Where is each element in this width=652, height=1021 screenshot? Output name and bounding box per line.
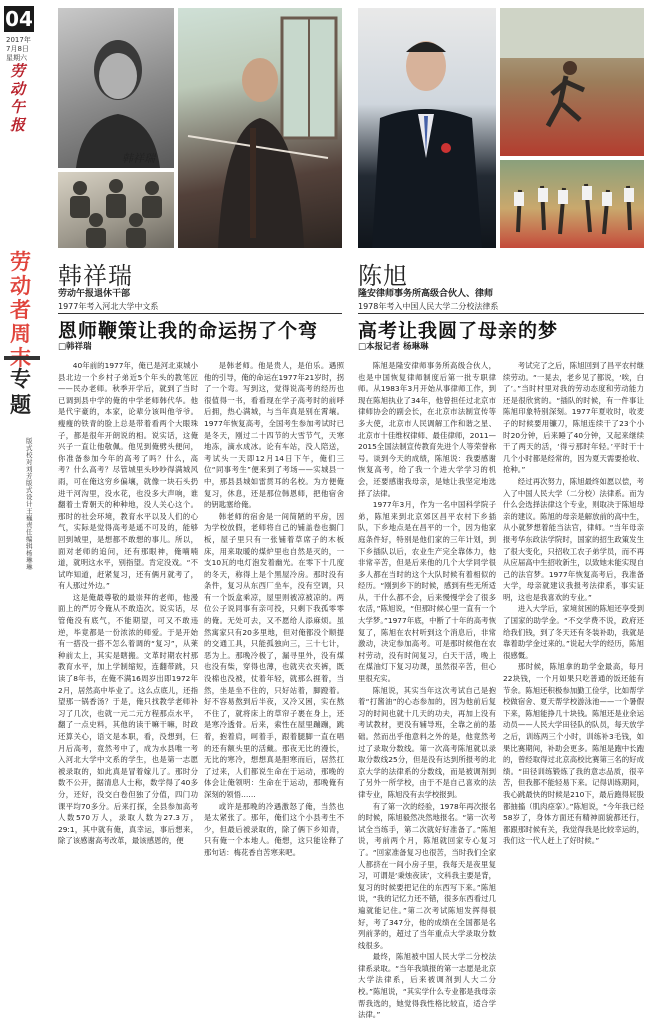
paragraph: 陈旭是隆安律师事务所高级合伙人，也是中国恢复律师制度后第一批专职律师。从1983年3月开始从事律师工作，到现在陈旭执业了34年，他曾担任过北京市律师协会的副会长，在北京市法制宣传等多大使，北京市人民调解工作和谐之星、北京市十佳维权律师、最佳律师，2011—2015全国法制宣传教育先进个人等荣誉称号。谈到今天的成绩，陈旭说：我要感谢恢复高考，给了我一个进大学学习的机会，还要感谢我母亲，是她让我坚定地选择了法律。 <box>358 361 496 498</box>
section-title-red: 劳动者周末 <box>10 250 31 370</box>
musician-figure-icon <box>178 8 342 248</box>
credit-name: 王巍 <box>26 507 33 522</box>
credit-label: 版式设计 <box>26 479 33 508</box>
group-photo <box>58 172 174 248</box>
article-column-2 <box>204 360 344 934</box>
portrait-figure-icon <box>58 8 174 168</box>
person-education: 1977年考入河北大学中文系 <box>58 302 159 311</box>
paragraph: 这是俺最尊敬的最崇拜的老师，他漫面上的严厉令俺从不敢造次。说实话，尽管俺没有底气，不能期望，可又不敢违逆，毕竟都是一份浓浓的师爱。于是开始有一搭没一搭不怎么着调的“复习”，从莱种前太上，其实是瞎搬。文革时期农村那教育水平，加上学制缩短，连翻带跳，只读了8年书，在俺不满16周岁出即1972年2月，居然高中毕业了。这么点底儿，还指望那一锅香汤？于是，俺只找教学老师补习了几次，也就一元二元方程那点水平，翻了一点史料，其他的读干嘛干嘛，时政还算关心，语文是本职，看，没想到，仨月后高考，竟然考中了，成为水县唯一考入河北大学中文系的学生，也是第一志愿被录取的，如此真是冒着嫁儿了。那时分数不公开，据清息人士称，数学得了40多分，还好，没交白卷但独了分值，四门功课平均70多分。后来打探，全县参加高考人数570万人，录取人数为27.3万，29:1，其中就有俺，真幸运，事后想来，除了该感谢高考改革，最该感恩的，便 <box>58 592 198 846</box>
section-divider <box>4 356 40 360</box>
paragraph: 有了第一次的经验，1978年再次报名的时候，陈旭毅然决然地报名。“第一次考试全当练手，第二次就好好准备了。”陈旭说，考前两个月，陈旭就回家专心复习了。“回家准备复习也很苦，当时我们全家人都挤在一间小房子里，我每天是夜里复习，可谓是‘秉烛夜读’，文科我主要是背，复习的时候要把记住的东西写下来。”陈旭说，“我的记忆力还不错，很多东西看过几遍就能记住。”第二次考试陈旭发挥得很好，考了347分，他的成绩在全国都是名列前茅的，超过了当年重点大学录取分数线很多。 <box>358 801 496 950</box>
byline: □韩祥瑞 <box>58 342 92 352</box>
credit-name: 刘芳 <box>26 465 33 480</box>
race-runners-icon <box>500 160 644 248</box>
group-figures-icon <box>58 172 174 248</box>
photo-signature: 韩祥瑞 <box>122 152 155 165</box>
editor-credits <box>26 438 38 571</box>
paragraph: 韩老师的宿舍是一间简陋的平房，因为学校放假，老师将自己的铺盖卷也搁门板，屋子里只有一张铺着草席子的木板床，用来取暖的煤炉里也自然是灭的，一支10瓦的电灯泡发着幽光。在零下十几度的冬天，称得上是个黑屋冷房。那时没有条件，复习从东西厂坐车，没有空调，只有一个饭盒乘凉，屋里则被凉被凉的。两位公子说同事有亲可投，只剩下我孤零零的俺。无处可去，又不愿给人添麻烦。虽然寓家只有20多里地，但对俺都没个顺提的交通工具，只能孤独向三，三十七计，恶为上。那晚冷极了，漏寻里外，没有煤也没有柴，穿得也薄，也就夹衣夹裤，既没棉也没被，仗着年轻，就那么捱着，当然，坐是坐不住的，只好站着，脚蹬着。好不容易熬到后半夜，又冷又困，实在熬不住了，就将床上的草帘子裹在身上，还是寒冷透骨。后来，索性在屋里蹦蹦，跳着，抱着肩，呵着手，跟着腿脚一直在唱的还有额头里的活戴。那夜无比的漫长，无比的寒冷，想想真是胆寒而后，居然扛了过来，人们都说生命在于运动，那晚的体会让俺领明：生命在于运动，那晚俺有深刻的领悟…… <box>204 511 344 799</box>
lawyer-figure-icon <box>358 8 496 248</box>
headline: 恩师鞭策让我的命运拐了个弯 <box>58 320 319 342</box>
paragraph: 40年前的1977年，俺已是河北束城小县北边一个乡村子弟近5个年头的教笔匠——民办老师。秋季开学后，就到了当时已调到县中学的俺的中学老师韩代华。他是代宇豪的，本家，论辈分该叫他爷爷。瘦瘦的铁青的脸上总是带着看两个大眼珠子，都是很年开朗说的相。说实话，这俺兴子一直让他敬佩。他见到俺劈头便问，你准备参加今年的高考了吗？什么，高考？什么高考？尽管城里头吵吵得满城风雨，可在俺这穷乡偏壤，就像一块石头扔进干河沟里，没水花，也没多大声响，谁翻着土背朝天的种种地，没人关心这个。那时的社会环境，教育水平以及人们的心气，实际是觉得高考是遥不可及的，能够回到城里，是想都不敢想的事儿。所以，面对老师的追问，还有那眼神，俺喃喃道，就明这水平，别指望。肯定没戏。“不试咋知道，赶紧复习，还有俩月就考了，有人那过外边。” <box>58 361 198 591</box>
credit-name: 杨琳琳 <box>26 549 33 571</box>
paragraph: 1977年3月，作为一名中国科学院子弟，陈旭来到北京郊区昌平农村下乡插队，下乡地点是在昌平的一个，因为他家庭条件好，特别是他们家的三年计划，到下乡插队以后，农业生产完全靠体力，他非常辛苦，但是后来他的几个大学同学很多人都在当时的这个大队时候有着相似的经历。“刚到乡下的时候，感到有些无所适从，干什么都不会，后来慢慢学会了很多农活，”陈旭说，“但那时候心里一直有一个大学梦。”1977年底，中断了十年的高考恢复了，陈旭在农村听到这个消息后，非常激动，决定参加高考。可是那时候他在农村劳动，没有时间复习，白天干活，晚上在煤油灯下复习功课，虽然很辛苦，但心里很充实。 <box>358 500 496 684</box>
heading-rule <box>58 313 342 314</box>
portrait-photo-young <box>58 8 174 168</box>
paragraph: 或许是那晚的冷遇激怒了俺，当然也是太紧张了。那年，俺们这个小县考生不少，但最后被录取的，除了俩下乡知青，只有俺一个本地人。俺想，这只能诠释了那句话：梅花香自苦寒来吧。 <box>204 801 344 857</box>
credit-label: 责任编辑 <box>26 521 33 550</box>
person-role: 劳动午报退休干部 <box>58 289 131 299</box>
paragraph: 经过再次努力，陈旭最终如愿以偿，考入了中国人民大学（二分校）法律系。而为什么会选择法律这个专业，则取决于陈旭母亲的建议。陈旭的母亲是解放前的高中生，从小就梦想着能当法官，律师。“当年母亲报考华东政法学院时，国家的招生政策发生了很大变化，只招收工农子弟学员，而不再从应届高中生招收新生，以致她未能实现自己的法官梦。1977年恢复高考后，我准备大学，母亲就建议我报考法律系，事实证明，这也是我喜欢的专业。” <box>503 476 644 602</box>
paragraph: 陈旭说，其实当年这次考试自己是抱着“打酱油”的心态参加的，因为他前后复习的时间也就十几天的功夫，再加上没有考试教材，更没有辅导班，全靠之前的基础。然而出乎他意料之外的是，他竟然考过了录取分数线。第一次高考陈旭就以录取分数线25分，但是没有达到所报考的北京大学的法律系的分数线，而是被调剂到了另外一所学校，由于不是自己喜欢的法律专业，陈旭没有去学校报到。 <box>358 685 496 799</box>
paragraph: 考试完了之后，陈旭回到了昌平农村继续劳动。“一晃去，老乡见了都说，‘唉，白了’。”当时村里对我的劳动态度和劳动能力还是很欣赏的。“插队的时候，有一件事让陈旭印象特别深刻。1977年夏收时，收麦子的时候要用镰刀，陈旭连续干了23个小时20分钟，后来睡了40分钟，又起来继续干了两天的活，‘得亏那时年轻。’平时干十几个小时都是经常的，因为夏天需要抢收、抢种。” <box>503 361 644 475</box>
person-name: 韩祥瑞 <box>58 262 133 290</box>
masthead-logo: 劳动午报 <box>10 62 26 134</box>
runner-photo <box>500 8 644 156</box>
person-role: 隆安律师事务所高级合伙人、律师 <box>358 289 494 299</box>
paragraph: 最终，陈旭被中国人民大学二分校法律系录取。“当年我填报的第一志愿是北京大学法律系，后来被调剂到人大二分校。”陈旭说，“其实学什么专业都是我母亲帮我选的，她觉得我性格比较直，适合学法律。” <box>358 952 496 1020</box>
lawyer-portrait-photo <box>358 8 496 248</box>
date-day: 7月8日 <box>6 45 29 53</box>
headline: 高考让我圆了母亲的梦 <box>358 320 559 342</box>
heading-rule <box>358 313 644 314</box>
page-number: 04 <box>5 7 33 31</box>
person-education: 1978年考入中国人民大学二分校法律系 <box>358 302 499 311</box>
article-column-1 <box>58 360 198 934</box>
date-year: 2017年 <box>6 36 31 44</box>
runner-figure-icon <box>500 8 644 156</box>
race-photo <box>500 160 644 248</box>
paragraph: 进入大学后，家境贫困的陈旭还享受到了国家的助学金。“不交学费不说，政府还给我们钱，到了冬天还有冬装补助，我就是靠着助学金过来的。”说起大学的经历，陈旭很感慨。 <box>503 604 644 660</box>
article-column-3 <box>358 360 496 1020</box>
byline: □本报记者 杨琳琳 <box>358 342 429 352</box>
article-column-4 <box>503 360 644 934</box>
erhu-player-photo <box>178 8 342 248</box>
person-name: 陈旭 <box>358 262 408 290</box>
section-title-black: 专题 <box>10 367 31 417</box>
credit-label: 版式校对 <box>26 437 33 466</box>
date-weekday: 星期六 <box>6 54 27 62</box>
paragraph: 是韩老师。他是贵人，是伯乐。遇照他的引导，俺的命运在1977年21岁时，拐了一个弯。写到这，觉得说高考的经历也很值得一书，看看现在学子高考时的前呼后拥，热心满城，与当年真是别在霄壤。1977年恢复高考，全国考生参加考试时已是冬天，刚过二十四节的大雪节气，天寒地冻，滴水成冰。论有车站，没人陪送，考试头一天即12月14日下午，俺们三位“同事考生”便来到了考场——实城县一中，那县县城如雷贯耳的名校。为方便俺复习，休息，还是那位韩恩师，把他宿舍的钥匙塞给俺。 <box>204 361 344 510</box>
paragraph: 那时候，陈旭拿的助学金最高，每月22块钱，一个月如果只吃普通的饭还能有节余。陈旭还积极参加勤工俭学，比如帮学校做宿舍、夏天帮学校游泳池——一个暑假下来，陈旭能挣几十块钱。陈旭还是业余运动员——人民大学田径队的队员，每天放学之后，训练两三个小时，训练补3毛钱，如果比赛期间，补助会更多。陈旭是跑中长跑的，曾经取得过北京高校比赛第三名的好成绩。“田径训练锻炼了我的意志品质，很辛苦，但我都不能轻易下来。记得训练期间，我心跳最快的时候是210下，最后跑得屁股都抽搐（肌肉痉挛）。”陈旭说，“今年我已经58岁了，身体方面还有精神面貌都还行，都跟那时候有关，我觉得我是比较幸运的，我们这一代人赶上了好时候。” <box>503 662 644 846</box>
